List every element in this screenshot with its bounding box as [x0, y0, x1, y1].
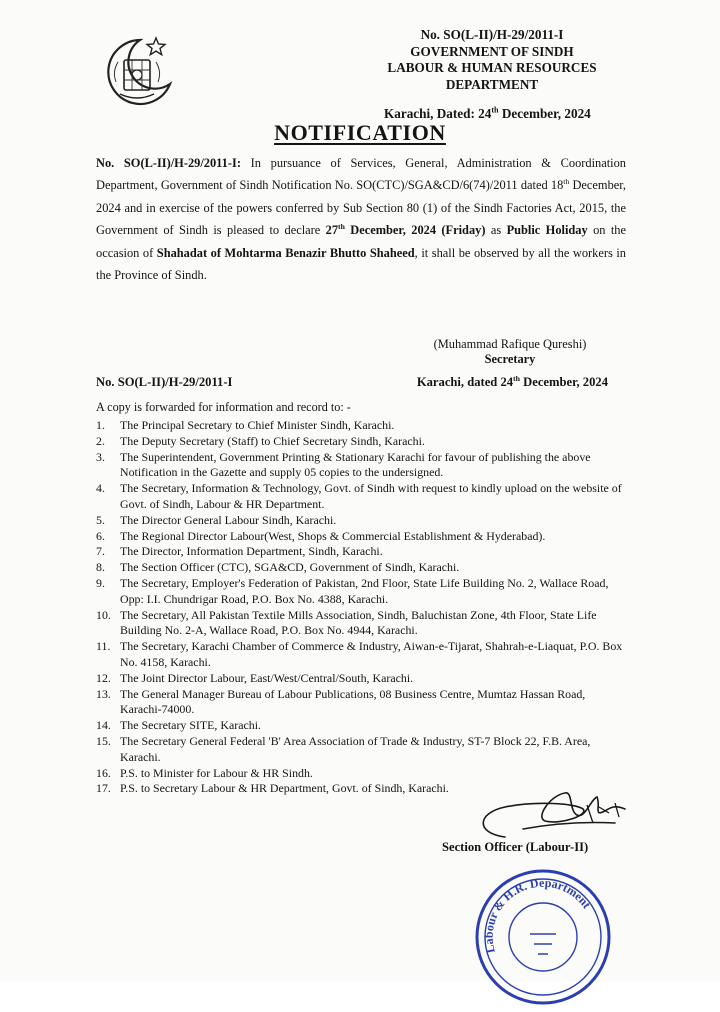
recipient-item: [96, 734, 624, 766]
holiday-date: 27th December, 2024 (Friday): [325, 222, 486, 238]
recipient-number: 3.: [96, 449, 105, 464]
recipient-text: The Joint Director Labour, East/West/Central/South, Karachi.: [120, 670, 414, 685]
recipient-number: 17.: [96, 781, 111, 796]
letter-ref-number: No. SO(L-II)/H-29/2011-I: [420, 27, 564, 42]
org-line-3: DEPARTMENT: [445, 76, 539, 92]
recipient-number: 4.: [96, 481, 105, 496]
recipient-number: 7.: [96, 544, 105, 559]
section-officer-title: Section Officer (Labour-II): [442, 840, 589, 854]
recipient-number: 10.: [96, 607, 111, 622]
recipient-item: [96, 576, 624, 608]
copy-forward-intro: A copy is forwarded for information and record to: -: [96, 400, 351, 414]
holiday-type: Public Holiday: [506, 223, 588, 238]
recipient-text: The General Manager Bureau of Labour Publications, 08 Business Centre, Mumtaz Hassan Road, Karachi-74000.: [120, 686, 586, 717]
recipient-number: 14.: [96, 718, 111, 733]
letterhead: [376, 27, 608, 93]
secretary-signature-block: [400, 337, 620, 367]
recipient-item: [96, 560, 624, 576]
recipient-item: [96, 671, 624, 687]
forwarding-ref-number: No. SO(L-II)/H-29/2011-I: [96, 375, 233, 389]
recipient-item: [96, 450, 624, 482]
notification-ref: No. SO(L-II)/H-29/2011-I:: [96, 156, 241, 170]
recipient-number: 9.: [96, 575, 105, 590]
recipient-item: [96, 434, 624, 450]
recipient-text: The Deputy Secretary (Staff) to Chief Secretary Sindh, Karachi.: [120, 433, 425, 448]
recipient-item: [96, 687, 624, 719]
recipient-number: 5.: [96, 512, 105, 527]
recipient-text: P.S. to Minister for Labour & HR Sindh.: [120, 765, 313, 780]
recipient-text: The Secretary General Federal 'B' Area Association of Trade & Industry, ST-7 Block 22, F.B. Area, Karachi.: [120, 733, 591, 764]
recipient-item: [96, 418, 624, 434]
recipient-number: 6.: [96, 528, 105, 543]
recipient-item: [96, 529, 624, 545]
recipient-number: 2.: [96, 433, 105, 448]
org-line-2: LABOUR & HUMAN RESOURCES: [387, 60, 597, 75]
recipient-text: The Secretary, Karachi Chamber of Commerce & Industry, Aiwan-e-Tijarat, Shahrah-e-Liaquat, P.O. Box No. 4158, Karachi.: [120, 639, 623, 669]
secretary-name: (Muhammad Rafique Qureshi): [433, 337, 587, 351]
recipient-text: The Secretary SITE, Karachi.: [120, 718, 261, 733]
recipient-item: [96, 513, 624, 529]
recipient-text: The Director General Labour Sindh, Karachi.: [120, 512, 337, 527]
recipient-text: The Principal Secretary to Chief Minister Sindh, Karachi.: [120, 418, 395, 432]
org-line-1: GOVERNMENT OF SINDH: [410, 43, 574, 59]
recipient-item: [96, 481, 624, 513]
recipient-item: [96, 718, 624, 734]
secretary-title: Secretary: [484, 352, 536, 366]
department-stamp: [468, 862, 618, 1012]
recipient-number: 15.: [96, 733, 111, 748]
recipient-text: The Regional Director Labour(West, Shops & Commercial Establishment & Hyderabad).: [120, 528, 546, 543]
recipient-number: 8.: [96, 560, 105, 575]
recipient-item: [96, 766, 624, 782]
forwarding-date: Karachi, dated 24th December, 2024: [416, 373, 608, 389]
recipient-text: The Section Officer (CTC), SGA&CD, Government of Sindh, Karachi.: [120, 560, 460, 575]
recipient-text: The Secretary, All Pakistan Textile Mills Association, Sindh, Baluchistan Zone, 4th Floor, State Life Building No. 2-A, Wallace Road, P.O. Box No. 4944, Karachi.: [120, 607, 597, 638]
recipient-text: P.S. to Secretary Labour & HR Department, Govt. of Sindh, Karachi.: [120, 781, 449, 796]
svg-text:Labour & H.R. Department: Labour & H.R. Department: [481, 875, 594, 955]
holiday-occasion: Shahadat of Mohtarma Benazir Bhutto Shaheed: [156, 245, 415, 260]
recipient-number: 16.: [96, 765, 111, 780]
recipient-item: [96, 608, 624, 640]
recipient-number: 13.: [96, 686, 111, 701]
recipient-text: The Secretary, Employer's Federation of Pakistan, 2nd Floor, State Life Building No. 2, Wallace Road, Opp: I.I. Chundrigar Road, P.O. Box No. 4388, Karachi.: [120, 575, 609, 606]
recipient-text: The Superintendent, Government Printing & Stationary Karachi for favour of publishing the above Notification in the Gazette and supply 05 copies to the undersigned.: [120, 449, 591, 480]
recipient-list: [96, 418, 624, 797]
section-officer-signature: [465, 785, 645, 847]
recipient-item: [96, 544, 624, 560]
recipient-number: 11.: [96, 639, 111, 654]
recipient-number: 12.: [96, 670, 111, 685]
recipient-item: [96, 639, 624, 671]
recipient-text: The Director, Information Department, Sindh, Karachi.: [120, 544, 383, 559]
letter-date: Karachi, Dated: 24th December, 2024: [384, 105, 591, 121]
recipient-number: 1.: [96, 418, 105, 432]
notification-body: No. SO(L-II)/H-29/2011-I: In pursuance of Services, General, Administration & Coordination Department, Government of Sindh Notification No. SO(CTC)/SGA&CD/6(74)/2011 dated 18th December, 2024 and in exercise of the powers conferred by Sub Section 80 (1) of the Sindh Factories Act, 2015, the Government of Sindh is pleased to declare 27th December, 2024 (Friday) as Public Holiday on the occasion of Shahadat of Mohtarma Benazir Bhutto Shaheed, it shall be observed by all the workers in the Province of Sindh.: [96, 156, 626, 283]
recipient-text: The Secretary, Information & Technology, Govt. of Sindh with request to kindly upload on the website of Govt. of Sindh, Labour & HR Department.: [120, 481, 622, 511]
document-title: NOTIFICATION: [274, 120, 446, 145]
sindh-government-emblem-icon: [100, 32, 180, 112]
